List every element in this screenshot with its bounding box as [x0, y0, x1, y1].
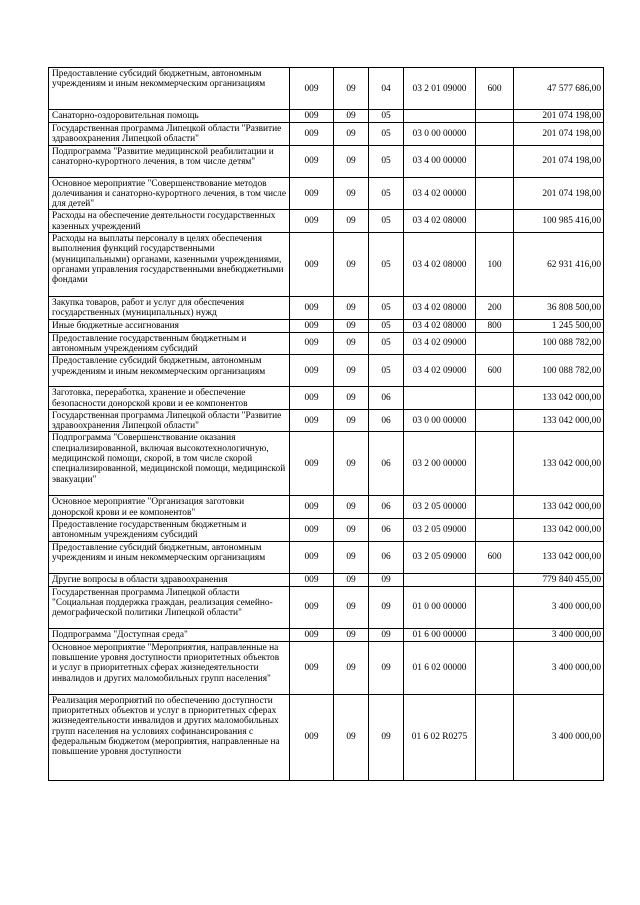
row-expense-type-code [476, 628, 514, 641]
row-amount: 3 400 000,00 [514, 641, 604, 694]
row-expense-type-code [476, 332, 514, 355]
row-expense-type-code [476, 409, 514, 432]
row-expense-type-code: 800 [476, 319, 514, 332]
row-amount: 1 245 500,00 [514, 319, 604, 332]
table-row [49, 297, 604, 320]
row-expense-type-code: 600 [476, 541, 514, 573]
row-article-code: 03 2 05 00000 [404, 496, 476, 519]
row-name: Основное мероприятие "Мероприятия, направленные на повышение уровня доступности приоритетных объектов и услуг в приоритетных сферах жизнедеятельности инвалидов и других маломобильных групп населения" [49, 641, 290, 694]
row-article-code: 01 6 02 R0275 [404, 694, 476, 780]
table-row [49, 145, 604, 177]
row-article-code: 03 2 05 09000 [404, 519, 476, 542]
table-row [49, 496, 604, 519]
row-subsection-code: 05 [369, 332, 404, 355]
row-amount: 201 074 198,00 [514, 123, 604, 146]
row-section-code: 09 [334, 145, 369, 177]
row-subsection-code: 09 [369, 641, 404, 694]
row-subsection-code: 05 [369, 210, 404, 233]
row-name: Санаторно-оздоровительная помощь [49, 110, 290, 123]
row-name: Предоставление субсидий бюджетным, автономным учреждениям и иным некоммерческим организациям [49, 541, 290, 573]
row-section-code: 09 [334, 628, 369, 641]
row-amount: 100 088 782,00 [514, 332, 604, 355]
row-expense-type-code [476, 145, 514, 177]
row-subsection-code: 06 [369, 496, 404, 519]
row-admin-code: 009 [290, 409, 334, 432]
row-expense-type-code [476, 432, 514, 496]
row-amount: 36 808 500,00 [514, 297, 604, 320]
row-amount: 3 400 000,00 [514, 586, 604, 628]
row-expense-type-code [476, 496, 514, 519]
row-subsection-code: 04 [369, 68, 404, 110]
row-name: Предоставление субсидий бюджетным, автономным учреждениям и иным некоммерческим организациям [49, 355, 290, 387]
row-name: Расходы на выплаты персоналу в целях обеспечения выполнения функций государственными (муниципальными) органами, казенными учреждениями, органами управления государственными внебюджетными фондами [49, 233, 290, 297]
row-section-code: 09 [334, 432, 369, 496]
row-name: Расходы на обеспечение деятельности государственных казенных учреждений [49, 210, 290, 233]
row-expense-type-code [476, 694, 514, 780]
row-amount: 133 042 000,00 [514, 409, 604, 432]
row-amount: 133 042 000,00 [514, 519, 604, 542]
row-section-code: 09 [334, 519, 369, 542]
row-subsection-code: 09 [369, 694, 404, 780]
row-subsection-code: 06 [369, 519, 404, 542]
row-subsection-code: 05 [369, 319, 404, 332]
row-article-code: 03 0 00 00000 [404, 123, 476, 146]
row-admin-code: 009 [290, 355, 334, 387]
row-section-code: 09 [334, 177, 369, 210]
row-article-code: 03 2 05 09000 [404, 541, 476, 573]
row-name: Иные бюджетные ассигнования [49, 319, 290, 332]
table-row [49, 68, 604, 110]
row-subsection-code: 06 [369, 409, 404, 432]
row-section-code: 09 [334, 123, 369, 146]
row-admin-code: 009 [290, 628, 334, 641]
row-expense-type-code [476, 586, 514, 628]
row-amount: 133 042 000,00 [514, 496, 604, 519]
row-section-code: 09 [334, 233, 369, 297]
row-admin-code: 009 [290, 496, 334, 519]
row-admin-code: 009 [290, 123, 334, 146]
table-row [49, 387, 604, 410]
table-row [49, 332, 604, 355]
table-row [49, 573, 604, 586]
row-amount: 3 400 000,00 [514, 628, 604, 641]
row-name: Предоставление субсидий бюджетным, автономным учреждениям и иным некоммерческим организациям [49, 68, 290, 110]
row-amount: 779 840 455,00 [514, 573, 604, 586]
row-article-code [404, 573, 476, 586]
row-section-code: 09 [334, 297, 369, 320]
row-amount: 133 042 000,00 [514, 387, 604, 410]
row-subsection-code: 05 [369, 123, 404, 146]
row-admin-code: 009 [290, 319, 334, 332]
row-subsection-code: 06 [369, 541, 404, 573]
row-article-code: 03 2 00 00000 [404, 432, 476, 496]
row-amount: 47 577 686,00 [514, 68, 604, 110]
row-amount: 201 074 198,00 [514, 110, 604, 123]
row-amount: 3 400 000,00 [514, 694, 604, 780]
row-article-code: 01 0 00 00000 [404, 586, 476, 628]
row-article-code: 03 2 01 09000 [404, 68, 476, 110]
row-subsection-code: 05 [369, 177, 404, 210]
row-amount: 133 042 000,00 [514, 432, 604, 496]
row-expense-type-code: 200 [476, 297, 514, 320]
row-expense-type-code [476, 519, 514, 542]
row-expense-type-code: 600 [476, 355, 514, 387]
row-section-code: 09 [334, 641, 369, 694]
row-subsection-code: 05 [369, 355, 404, 387]
row-name: Заготовка, переработка, хранение и обеспечение безопасности донорской крови и ее компонентов [49, 387, 290, 410]
table-row [49, 628, 604, 641]
row-section-code: 09 [334, 541, 369, 573]
row-article-code: 03 4 02 08000 [404, 319, 476, 332]
row-amount: 100 088 782,00 [514, 355, 604, 387]
row-section-code: 09 [334, 110, 369, 123]
table-row [49, 110, 604, 123]
budget-table [48, 67, 604, 781]
row-section-code: 09 [334, 573, 369, 586]
row-section-code: 09 [334, 210, 369, 233]
row-admin-code: 009 [290, 332, 334, 355]
row-name: Предоставление государственным бюджетным и автономным учреждениям субсидий [49, 332, 290, 355]
row-subsection-code: 06 [369, 432, 404, 496]
row-admin-code: 009 [290, 145, 334, 177]
row-article-code: 03 4 02 08000 [404, 210, 476, 233]
row-name: Закупка товаров, работ и услуг для обеспечения государственных (муниципальных) нужд [49, 297, 290, 320]
table-row [49, 409, 604, 432]
row-section-code: 09 [334, 387, 369, 410]
table-row [49, 432, 604, 496]
row-expense-type-code: 600 [476, 68, 514, 110]
row-admin-code: 009 [290, 210, 334, 233]
row-name: Государственная программа Липецкой области "Социальная поддержка граждан, реализация семейно-демографической политики Липецкой области" [49, 586, 290, 628]
row-article-code: 03 0 00 00000 [404, 409, 476, 432]
row-name: Государственная программа Липецкой области "Развитие здравоохранения Липецкой области" [49, 409, 290, 432]
row-section-code: 09 [334, 409, 369, 432]
row-subsection-code: 09 [369, 586, 404, 628]
table-row [49, 233, 604, 297]
row-amount: 133 042 000,00 [514, 541, 604, 573]
row-admin-code: 009 [290, 641, 334, 694]
row-admin-code: 009 [290, 177, 334, 210]
row-admin-code: 009 [290, 694, 334, 780]
row-name: Основное мероприятие "Организация заготовки донорской крови и ее компонентов" [49, 496, 290, 519]
row-section-code: 09 [334, 355, 369, 387]
row-article-code: 03 4 02 09000 [404, 332, 476, 355]
row-article-code: 03 4 02 00000 [404, 177, 476, 210]
row-admin-code: 009 [290, 432, 334, 496]
row-subsection-code: 05 [369, 110, 404, 123]
row-subsection-code: 09 [369, 573, 404, 586]
row-subsection-code: 06 [369, 387, 404, 410]
table-row [49, 641, 604, 694]
row-admin-code: 009 [290, 573, 334, 586]
row-article-code: 03 4 02 09000 [404, 355, 476, 387]
table-row [49, 319, 604, 332]
row-amount: 100 985 416,00 [514, 210, 604, 233]
row-subsection-code: 05 [369, 233, 404, 297]
row-article-code: 03 4 02 08000 [404, 297, 476, 320]
row-name: Предоставление государственным бюджетным и автономным учреждениям субсидий [49, 519, 290, 542]
row-name: Основное мероприятие "Совершенствование методов долечивания и санаторно-курортного лечения, в том числе для детей" [49, 177, 290, 210]
row-admin-code: 009 [290, 541, 334, 573]
row-section-code: 09 [334, 319, 369, 332]
row-expense-type-code [476, 177, 514, 210]
row-name: Подпрограмма "Совершенствование оказания специализированной, включая высокотехнологичную, медицинской помощи, скорой, в том числе скорой специализированной, медицинской помощи, медицинской эвакуации" [49, 432, 290, 496]
row-name: Другие вопросы в области здравоохранения [49, 573, 290, 586]
table-row [49, 210, 604, 233]
row-article-code [404, 387, 476, 410]
row-article-code: 01 6 02 00000 [404, 641, 476, 694]
row-section-code: 09 [334, 496, 369, 519]
row-section-code: 09 [334, 332, 369, 355]
row-admin-code: 009 [290, 233, 334, 297]
row-admin-code: 009 [290, 68, 334, 110]
row-article-code: 03 4 02 08000 [404, 233, 476, 297]
table-row [49, 519, 604, 542]
row-admin-code: 009 [290, 387, 334, 410]
row-subsection-code: 09 [369, 628, 404, 641]
row-article-code: 03 4 00 00000 [404, 145, 476, 177]
table-row [49, 177, 604, 210]
row-expense-type-code [476, 123, 514, 146]
row-expense-type-code [476, 573, 514, 586]
table-row [49, 541, 604, 573]
table-body [49, 68, 604, 781]
row-admin-code: 009 [290, 110, 334, 123]
row-name: Государственная программа Липецкой области "Развитие здравоохранения Липецкой области" [49, 123, 290, 146]
row-expense-type-code [476, 387, 514, 410]
row-admin-code: 009 [290, 519, 334, 542]
row-amount: 201 074 198,00 [514, 145, 604, 177]
row-amount: 201 074 198,00 [514, 177, 604, 210]
table-row [49, 355, 604, 387]
row-expense-type-code [476, 110, 514, 123]
row-name: Реализация мероприятий по обеспечению доступности приоритетных объектов и услуг в приоритетных сферах жизнедеятельности инвалидов и других маломобильных групп населения на условиях софинансирования с федеральным бюджетом (мероприятия, направленные на повышение уровня доступности [49, 694, 290, 780]
row-name: Подпрограмма "Доступная среда" [49, 628, 290, 641]
row-admin-code: 009 [290, 586, 334, 628]
row-section-code: 09 [334, 586, 369, 628]
row-name: Подпрограмма "Развитие медицинской реабилитации и санаторно-курортного лечения, в том числе детям" [49, 145, 290, 177]
row-expense-type-code [476, 210, 514, 233]
table-row [49, 123, 604, 146]
row-expense-type-code [476, 641, 514, 694]
table-row [49, 586, 604, 628]
row-subsection-code: 05 [369, 145, 404, 177]
row-section-code: 09 [334, 694, 369, 780]
row-amount: 62 931 416,00 [514, 233, 604, 297]
table-row [49, 694, 604, 780]
row-section-code: 09 [334, 68, 369, 110]
row-article-code [404, 110, 476, 123]
row-admin-code: 009 [290, 297, 334, 320]
row-expense-type-code: 100 [476, 233, 514, 297]
row-article-code: 01 6 00 00000 [404, 628, 476, 641]
row-subsection-code: 05 [369, 297, 404, 320]
